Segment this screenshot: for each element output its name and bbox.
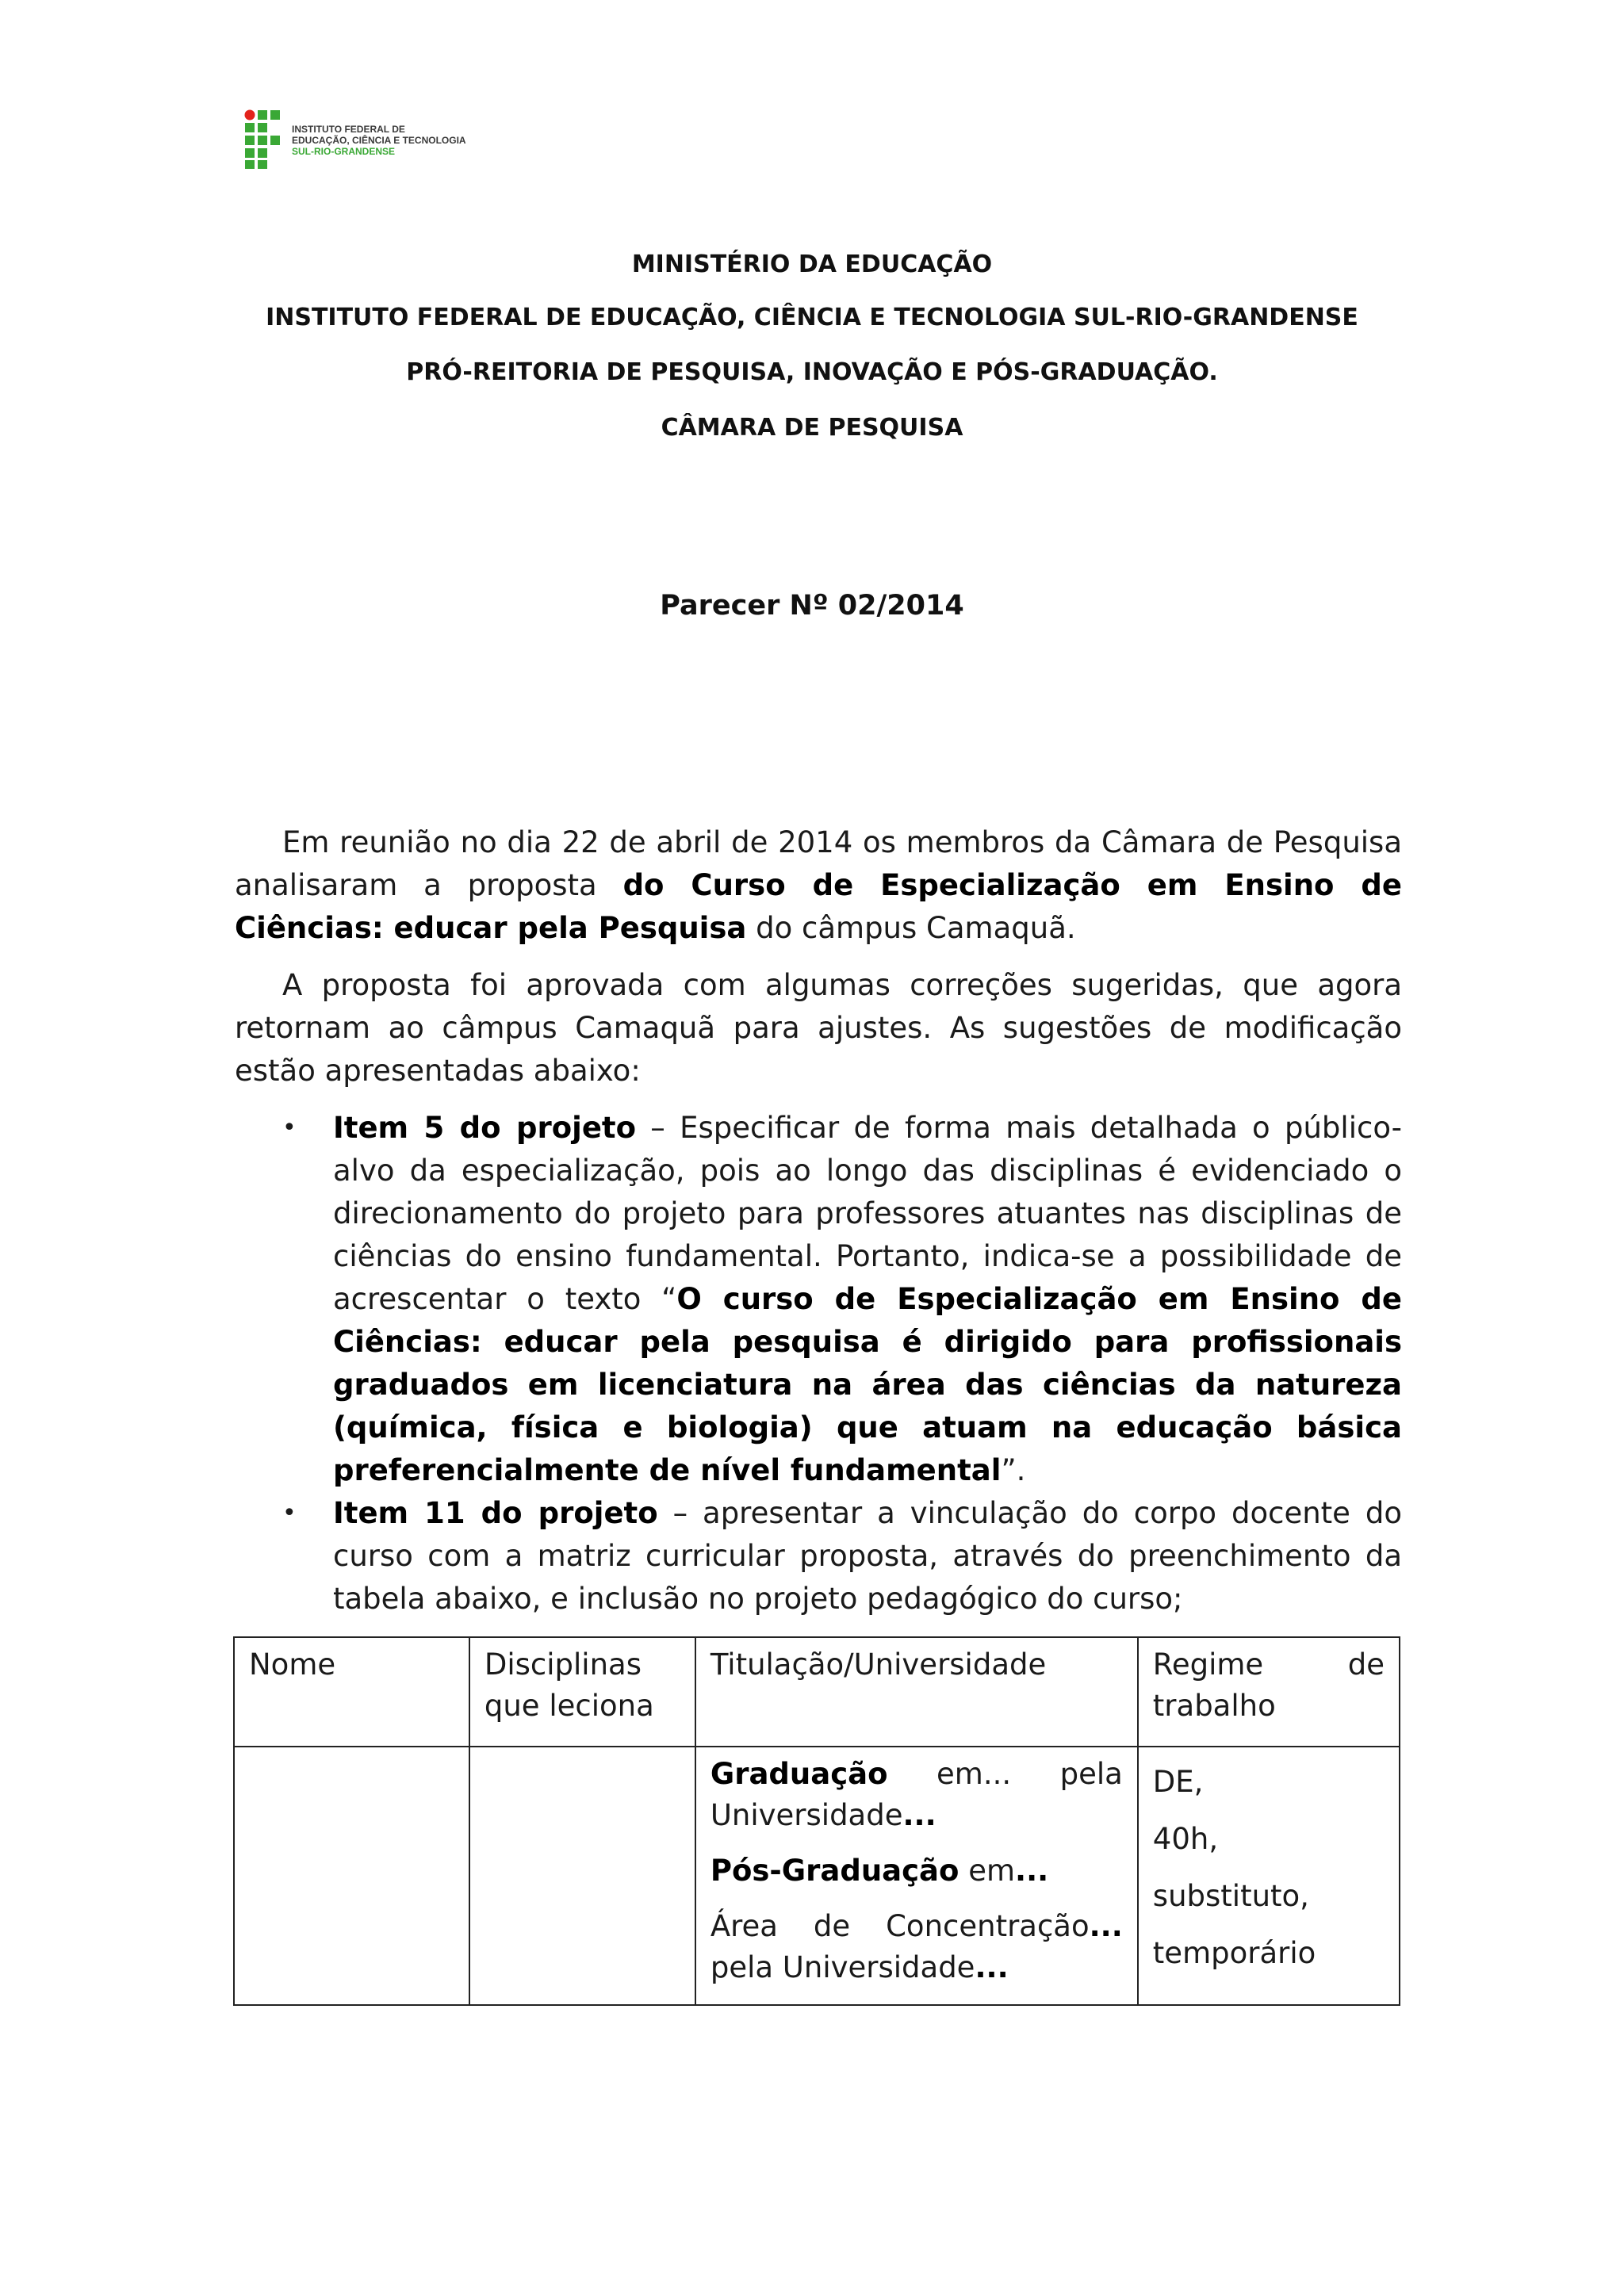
table-row xyxy=(234,1747,1400,2005)
item-text: – apresentar a vinculação do corpo docente do curso com a matriz curricular proposta, através do preenchimento da tabela abaixo, e inclusão no projeto pedagógico do curso; xyxy=(333,1496,1402,1616)
paragraph-meeting-course: do Curso de Especialização em Ensino de Ciências: educar pela Pesquisa xyxy=(235,868,1402,945)
header-chamber: CÂMARA DE PESQUISA xyxy=(661,414,963,442)
list-item xyxy=(235,1107,1402,1492)
paragraph-meeting-part-c: do câmpus Camaquã. xyxy=(746,911,1076,945)
logo-mark-icon xyxy=(244,109,281,170)
titulacao-area xyxy=(710,1906,1123,1988)
item-label: Item 11 do projeto xyxy=(333,1496,658,1530)
regime-option: substituto, xyxy=(1152,1879,1309,1913)
graduacao-label: Graduação xyxy=(710,1757,888,1791)
paragraph-approval: A proposta foi aprovada com algumas correções sugeridas, que agora retornam ao câmpus Camaquã para ajustes. As sugestões de modificação estão apresentadas abaixo: xyxy=(235,968,1402,1088)
logo-text xyxy=(292,124,466,157)
logo-line-1: INSTITUTO FEDERAL DE xyxy=(292,124,405,135)
titulacao-graduacao xyxy=(710,1754,1123,1836)
header-cell-nome: Nome xyxy=(234,1637,469,1747)
cell-nome xyxy=(234,1747,469,2005)
cell-titulacao xyxy=(695,1747,1138,2005)
document-title: Parecer Nº 02/2014 xyxy=(660,590,964,622)
graduacao-text: em... pela Universidade xyxy=(710,1757,1123,1832)
faculty-table xyxy=(233,1636,1400,2006)
header-pro-rectory: PRÓ-REITORIA DE PESQUISA, INOVAÇÃO E PÓS-GRADUAÇÃO. xyxy=(406,358,1218,386)
cell-disciplinas xyxy=(469,1747,695,2005)
pos-graduacao-label: Pós-Graduação xyxy=(710,1854,959,1888)
table-header-row xyxy=(234,1637,1400,1747)
paragraph-meeting-part-a: Em reunião no dia 22 de abril de 2014 os membros da Câmara de Pesquisa analisaram a proposta xyxy=(235,825,1402,902)
paragraph-meeting xyxy=(235,821,1402,950)
regime-option: 40h, xyxy=(1152,1822,1219,1856)
logo-line-2: EDUCAÇÃO, CIÊNCIA E TECNOLOGIA xyxy=(292,135,466,146)
header-cell-titulacao: Titulação/Universidade xyxy=(695,1637,1138,1747)
pos-graduacao-text: em xyxy=(959,1854,1016,1888)
header-ministry: MINISTÉRIO DA EDUCAÇÃO xyxy=(631,251,993,278)
item-end: ”. xyxy=(1001,1453,1026,1487)
suggestions-list xyxy=(235,1107,1402,1621)
item-text: – Especificar de forma mais detalhada o público-alvo da especialização, pois ao longo das disciplinas é evidenciado o direcionamento do projeto para professores atuantes nas disciplinas de ciências do ensino fundamental. Portanto, indica-se a possibilidade de acrescentar o texto “ xyxy=(333,1111,1402,1316)
bullet-icon: • xyxy=(282,1114,297,1142)
header-cell-disciplinas: Disciplinas que leciona xyxy=(469,1637,695,1747)
area-university: pela Universidade xyxy=(710,1950,975,1984)
list-item xyxy=(235,1492,1402,1621)
item-quote: O curso de Especialização em Ensino de Ciências: educar pela pesquisa é dirigido para profissionais graduados em licenciatura na área das ciências da natureza (química, física e biologia) que atuam na educação básica preferencialmente de nível fundamental xyxy=(333,1282,1402,1487)
institution-logo xyxy=(244,109,482,170)
item-label: Item 5 do projeto xyxy=(333,1111,637,1145)
titulacao-pos-graduacao xyxy=(710,1850,1123,1892)
graduacao-dots: ... xyxy=(902,1798,936,1832)
regime-option: temporário xyxy=(1152,1936,1316,1970)
header-cell-regime: Regime de trabalho xyxy=(1138,1637,1400,1747)
regime-option: DE, xyxy=(1152,1765,1204,1799)
bullet-icon: • xyxy=(282,1499,297,1527)
area-text: Área de Concentração xyxy=(710,1909,1090,1943)
logo-line-3: SUL-RIO-GRANDENSE xyxy=(292,146,396,157)
pos-graduacao-dots: ... xyxy=(1015,1854,1049,1888)
area-dots: ... xyxy=(1089,1909,1123,1943)
area-end-dots: ... xyxy=(975,1950,1009,1984)
cell-regime xyxy=(1138,1747,1400,2005)
header-institute: INSTITUTO FEDERAL DE EDUCAÇÃO, CIÊNCIA E TECNOLOGIA SUL-RIO-GRANDENSE xyxy=(266,304,1358,331)
